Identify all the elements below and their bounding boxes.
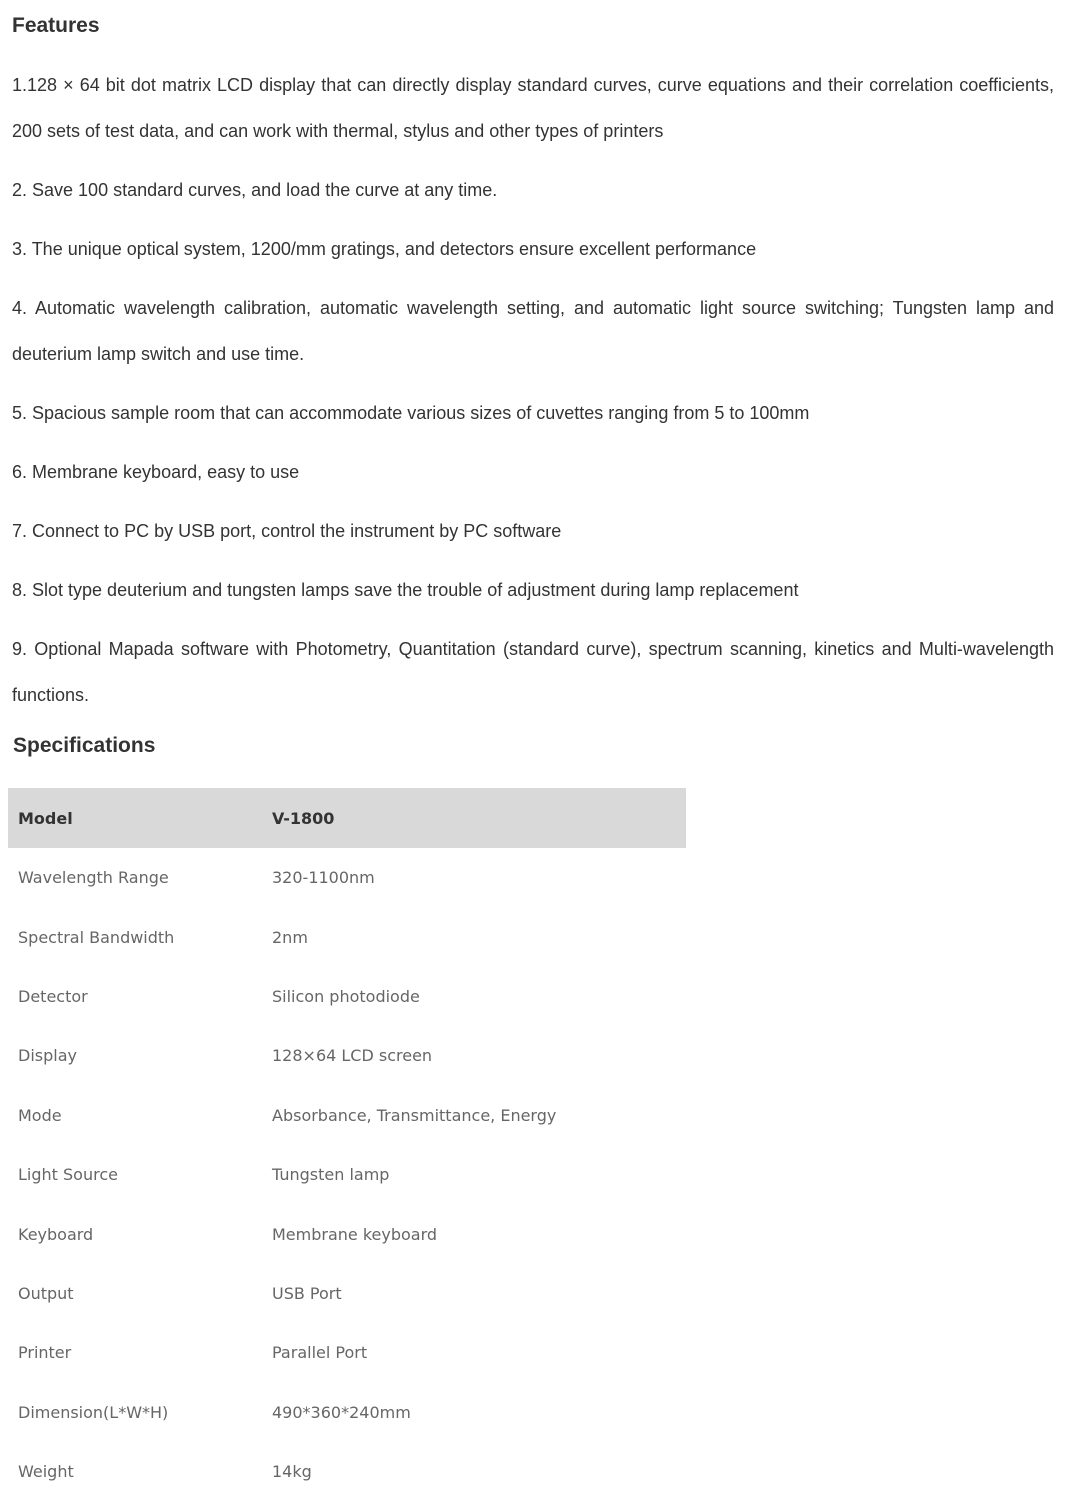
feature-item: 9. Optional Mapada software with Photometry, Quantitation (standard curve), spectrum scanning, kinetics and Multi-wavelength functions. (12, 639, 1054, 705)
header-value-cell: V-1800 (262, 788, 686, 848)
specifications-heading: Specifications (13, 734, 156, 757)
header-label-cell: Model (8, 788, 262, 848)
spec-label-cell: Dimension(L*W*H) (18, 1402, 169, 1422)
spec-value-cell: Membrane keyboard (272, 1224, 438, 1244)
spec-value-cell: Absorbance, Transmittance, Energy (272, 1105, 557, 1125)
table-row (8, 1086, 686, 1145)
table-row (8, 848, 686, 907)
spec-label-cell: Spectral Bandwidth (18, 927, 175, 947)
spec-label-cell: Detector (18, 986, 88, 1006)
spec-value-cell: 128×64 LCD screen (272, 1046, 433, 1066)
table-row (8, 967, 686, 1026)
spec-value-cell: 14kg (272, 1462, 312, 1482)
spec-value-cell: 320-1100nm (272, 868, 375, 888)
spec-value-cell: Parallel Port (272, 1343, 368, 1363)
feature-item: 4. Automatic wavelength calibration, automatic wavelength setting, and automatic light source switching; Tungsten lamp and deuterium lamp switch and use time. (12, 298, 1054, 364)
feature-item: 7. Connect to PC by USB port, control the instrument by PC software (12, 521, 562, 541)
spec-value-cell: Tungsten lamp (272, 1165, 390, 1185)
specifications-table (8, 788, 686, 1501)
table-row (8, 1442, 686, 1501)
spec-label-cell: Output (18, 1283, 74, 1303)
table-row (8, 1323, 686, 1382)
spec-label-cell: Weight (18, 1462, 74, 1482)
feature-item: 3. The unique optical system, 1200/mm gratings, and detectors ensure excellent performance (12, 239, 757, 259)
table-row (8, 907, 686, 966)
spec-value-cell: USB Port (272, 1283, 342, 1303)
feature-item: 2. Save 100 standard curves, and load the curve at any time. (12, 180, 498, 200)
spec-label-cell: Printer (18, 1343, 72, 1363)
features-list (12, 62, 1054, 731)
spec-label-cell: Wavelength Range (18, 868, 169, 888)
spec-label-cell: Display (18, 1046, 77, 1066)
spec-value-cell: Silicon photodiode (272, 986, 420, 1006)
features-heading: Features (12, 14, 100, 37)
feature-item: 6. Membrane keyboard, easy to use (12, 462, 300, 482)
table-row (8, 1145, 686, 1204)
table-row (8, 1026, 686, 1085)
spec-label-cell: Keyboard (18, 1224, 94, 1244)
spec-value-cell: 2nm (272, 927, 308, 947)
table-row (8, 1264, 686, 1323)
spec-value-cell: 490*360*240mm (272, 1402, 411, 1422)
spec-label-cell: Light Source (18, 1165, 118, 1185)
feature-item: 5. Spacious sample room that can accommodate various sizes of cuvettes ranging from 5 to 100mm (12, 403, 810, 423)
table-row (8, 1383, 686, 1442)
feature-item: 1.128 × 64 bit dot matrix LCD display that can directly display standard curves, curve equations and their correlation coefficients, 200 sets of test data, and can work with thermal, stylus and other types of printers (12, 75, 1054, 141)
feature-item: 8. Slot type deuterium and tungsten lamps save the trouble of adjustment during lamp replacement (12, 580, 799, 600)
spec-label-cell: Mode (18, 1105, 62, 1125)
table-header-row (8, 788, 686, 848)
table-row (8, 1204, 686, 1263)
